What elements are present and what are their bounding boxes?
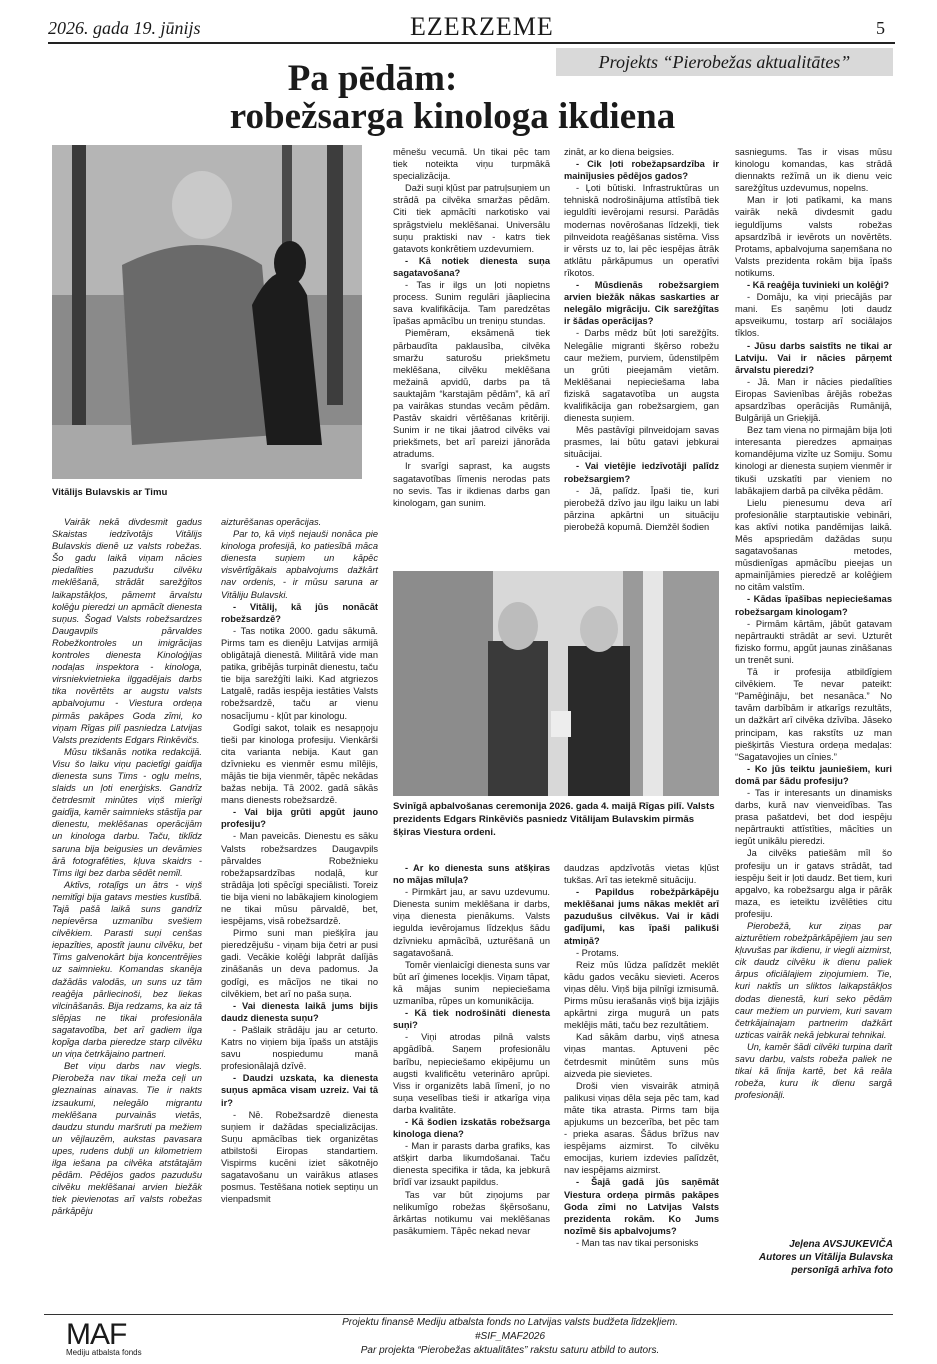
interview-question: - Mūsdienās robežsargiem arvien biežāk nākas saskarties ar nelegālo migrāciju. Cik sarežģītas ir šādas operācijas? [564, 280, 719, 327]
article-paragraph: Ir svarīgi saprast, ka augsts sagatavotības līmenis nerodas pats no sevis. Tas ir ikdienas darbs gan kinologam, gan sunim. [393, 461, 550, 508]
article-paragraph: Tā ir profesija atbildīgiem cilvēkiem. Te nevar pateikt: “Pamēģināju, bet nesanāca.” No tavām darbībām ir atkarīgs rezultāts, un dažkārt arī cilvēka dzīvība. Jāseko principam, kas rakstīts uz man piešķirtās Viestura ordeņa medaļas: “Sagatavojies un cīnies.” [735, 667, 892, 762]
article-paragraph: sasniegums. Tas ir visas mūsu kinologu komandas, kas strādā diennakts režīmā un ik dienu veic sarežģītus uzdevumus, nopelns. [735, 147, 892, 194]
photo-caption-1: Vitālijs Bulavskis ar Timu [52, 487, 168, 498]
article-paragraph: Par to, kā viņš nejauši nonāca pie kinologa profesijā, ko patiesībā māca dienesta suņiem un kāpēc visvērtīgākais apbalvojums dažkārt nav ordenis, - ir mūsu saruna ar Vitāliju Bulavski. [221, 529, 378, 600]
article-paragraph: Aktīvs, rotaļīgs un ātrs - viņš nemitīgi bija gatavs mesties kustībā. Tajā pašā laikā suns gandrīz nepievērsa uzmanību svešiem cilvēkiem. Parasti suņi cenšas iepazīties, apostīt jaunu cilvēku, bet Tims galvenokārt bija koncentrējies uz saimnieku. Komandas skanēja dažādās valodās, un suns uz tām reaģēja pārliecinoši, bez liekas vilcināšanās. Bija redzams, ka aiz tā slēpjas ne tikai profesionāla sagatavotība, bet arī gadiem ilga kopīga darba pieredze starp cilvēku un viņa četrkājaino partneri. [52, 879, 202, 1060]
article-paragraph: - Jā. Man ir nācies piedalīties Eiropas Savienības ārējās robežas apsardzības operācijās Rumānijā, Bulgārijā un Grieķijā. [735, 376, 892, 424]
interview-question: - Daudzi uzskata, ka dienesta suņus apmāca visam uzreiz. Vai tā ir? [221, 1073, 378, 1108]
article-paragraph: - Man ir parasts darba grafiks, kas atšķirt darba likumdošanai. Taču dienesta specifika ir tāda, ka jebkurā brīdī var izsaukt papildus. [393, 1141, 550, 1188]
article-column-3-top [393, 146, 550, 509]
article-column-3-bottom [393, 862, 550, 1237]
interview-question: - Vai vietējie iedzīvotāji palīdz robežsargiem? [564, 461, 719, 484]
interview-question: - Vitālij, kā jūs nonācāt robežsardzē? [221, 601, 378, 624]
article-paragraph: Man ir ļoti patīkami, ka mans vairāk nekā divdesmit gadu ieguldījums valsts robežas apsardzībā ir ievērots un novērtēts. Protams, apbalvojuma saņemšana no Valsts prezidenta rokām bija īpašs notikums. [735, 195, 892, 278]
article-paragraph: Tas var būt ziņojums par nelikumīgo robežas šķērsošanu, ārkārtas notikumu vai meklēšanas pasākumiem. Tāpēc nekad nevar [393, 1189, 550, 1236]
article-paragraph: Piemēram, eksāmenā tiek pārbaudīta paklausība, cilvēka smaržu saturošu priekšmetu meklēšana, cilvēku meklēšana mežainā apvidū, darbs pa tā sauktajām “karstajām pēdām”, kā arī pa vairākas stundas vecām pēdām. Pastāv skaidri vērtēšanas kritēriji. Sunim ir ne tikai jāatrod cilvēks vai priekšmets, bet arī pareizi jānorāda atradums. [393, 328, 550, 460]
interview-question: - Vai bija grūti apgūt jauno profesiju? [221, 807, 378, 830]
article-paragraph: - Jā, palīdz. Īpaši tie, kuri pierobežā dzīvo jau ilgu laiku un labi pārzina apkārtni un situāciju pierobežā kopumā. Diemžēl šodien [564, 485, 719, 532]
author-name: Jeļena AVSJUKEVIČA [789, 1239, 893, 1250]
headline-line2: robežsarga kinologa ikdiena [229, 96, 676, 137]
article-paragraph: Droši vien visvairāk atmiņā palikusi viņas dēla seja pēc tam, kad māte tika atrasta. Pirms tam bija apjukums un bezcerība, bet pēc tam - prieka asaras. Šādus brīžus nav iespējams aizmirst. To cilvēku emocijas, kuriem izdevies palīdzēt, nav iespējams aizmirst. [564, 1080, 719, 1176]
article-paragraph: Reiz mūs lūdza palīdzēt meklēt kādu gados vecāku sievieti. Aceros viņas dēlu. Viņš bija pilnīgi izmisumā. Pirms mūsu ierašanās viņš bija izjājis apkārtni zirga mugurā un pats meklējis māti, taču bez rezultātiem. [564, 959, 719, 1031]
interview-question: - Cik ļoti robežapsardzība ir mainījusies pēdējos gados? [564, 159, 719, 182]
maf-logo-mark: MAF [66, 1318, 127, 1351]
article-paragraph: Ja cilvēks patiešām mīl šo profesiju un ir gatavs strādāt, tad iespēju šeit ir ļoti daudz. Bet tiem, kuri apgalvo, ka robežsargu alga ir pārāk maza, es ieteiktu izvēlēties citu profesiju. [735, 848, 892, 919]
article-paragraph: - Ļoti būtiski. Infrastruktūras un tehniskā nodrošinājuma attīstībā tiek ieguldīti ievērojami resursi. Parādās modernas novērošanas līdzekļi, tiek pilnveidota reaģēšanas sistēma. Viss ir vērsts uz to, lai pēc iespējas ātrāk atklātu pārkāpumus un operatīvi rīkotos. [564, 183, 719, 278]
article-paragraph: daudzas apdzīvotās vietas kļūst tukšas. Arī tas ietekmē situāciju. [564, 863, 719, 886]
interview-question: - Šajā gadā jūs saņēmāt Viestura ordeņa pirmās pakāpes Goda zīmi no Latvijas Valsts prezidenta rokām. Ko Jums nozīmē šis apbalvojums? [564, 1177, 719, 1236]
article-paragraph: - Tas ir ilgs un ļoti nopietns process. Sunim regulāri jāapliecina sava kvalifikācija. Tam paredzētas īpašas apmācību un treniņu stundas. [393, 280, 550, 327]
article-paragraph: - Man paveicās. Dienestu es sāku Valsts robežsardzes Daugavpils pārvaldes Robežnieku robežapsardzības nodaļā, kur strādāja ļoti spēcīgi speciālisti. Toreiz tie bija vieni no labākajiem kinologiem ne tikai mūsu pārvaldē, bet, iespējams, visā robežsardzē. [221, 831, 378, 927]
article-paragraph: Pirmo suni man piešķīra jau pieredzējušu - viņam bija četri ar pusi gadi. Vecākie kolēģi labprāt dalījās zināšanās un deva padomus. Ja godīgi, es mācījos ne tikai no cilvēkiem, bet arī no paša suņa. [221, 928, 378, 999]
newspaper-name: EZERZEME [410, 12, 554, 41]
interview-question: - Kā notiek dienesta suņa sagatavošana? [393, 255, 550, 278]
article-paragraph: Tomēr vienlaicīgi dienesta suns var būt arī ģimenes locekļis. Viņam tāpat, kā mājas sunim nepieciešama uzmanība, rūpes un komunikācija. [393, 959, 550, 1007]
article-paragraph: Vairāk nekā divdesmit gadus Skaistas iedzīvotājs Vitālijs Bulavskis dienē uz valsts robežas. Šo gadu laikā viņam nācies piedalīties pazudušu cilvēku meklēšanā, strādāt sarežģītos laikapstākļos, pāmemt ārvalstu kolēģu pieredzi un apmācīt dienesta suņus. Šogad Valsts robežsardzes Daugavpils pārvaldes Robežkontroles un imigrācijas kontroles dienesta Kinoloģijas nodaļas inspektora - kinologa, virsniekvietnieka ilggadējais darbs tika novērtēts ar augstu valsts apbalvojumu - Viestura ordeņa pirmās pakāpes Goda zīmi, ko viņam Rīgas pilī pasniedza Latvijas Valsts prezidents Edgars Rinkēvičs. [52, 517, 202, 745]
article-paragraph: Daži suņi kļūst par patruļsuņiem un strādā pa cilvēka smaržas pēdām. Citi tiek apmācīti narkotisko vai sprāgstvielu meklēšanai. Universālu suņu praktiski nav - katrs tiek gatavots konkrētiem uzdevumiem. [393, 183, 550, 254]
article-paragraph: Kad sākām darbu, viņš atnesa viņas mantas. Aptuveni pēc četrdesmit minūtēm suns mūs aizveda pie sievietes. [564, 1032, 719, 1079]
article-paragraph: Bez tam viena no pirmajām bija ļoti interesanta pieredzes apmaiņas komandējuma vizīte uz Somiju. Somu kinologi ar dienesta suņiem vienmēr ir tikuši uzskatīti par vieniem no labākajiem darbā pa cilvēka pēdām. [735, 425, 892, 496]
article-paragraph: - Pirmām kārtām, jābūt gatavam nepārtraukti strādāt ar sevi. Uzturēt fizisko formu, apgūt jaunas zināšanas un trenēt suni. [735, 618, 892, 665]
project-banner: Projekts “Pierobežas aktualitātes” [556, 48, 893, 76]
article-column-2 [221, 516, 378, 1205]
article-paragraph: aizturēšanas operācijas. [221, 517, 322, 527]
article-column-5 [735, 146, 892, 1101]
article-column-4-top [564, 146, 719, 533]
article-paragraph: Godīgi sakot, tolaik es nesapņoju tieši par kinologa profesiju. Vienkārši cita varianta nebija. Kaut gan dzīvnieku es vienmēr esmu mīlējis, mājās tie bija vienmēr, tāpēc nekādas bažas nebija. Tā 2002. gadā sākās mans dienests robežsardzē. [221, 722, 378, 806]
photo-award-ceremony [393, 571, 719, 796]
article-paragraph: - Pirmkārt jau, ar savu uzdevumu. Dienesta sunim meklēšana ir darbs, viņa dienesta pienākums. Valsts iegulda ievērojamus līdzekļus šādu dzīvnieku apmācībā, uzturēšanā un sagatavošanā. [393, 887, 550, 958]
maf-logo [66, 1320, 142, 1357]
article-paragraph: Bet viņu darbs nav viegls. Pierobeža nav tikai meža ceļi un gleznainas ainavas. Tie ir nakts izsaukumi, nelegālo migrantu meklēšana purvainās vietās, daudzu stundu maršruti pa mežiem un vējlauzēm, aukstas pavasara upes, rudens dubļi un kilometriem ilga iešana pa cilvēka atstātajām pēdām. Pēdējos gados pazudušu cilvēku meklēšanai arvien biežāk tiek pievienotas arī valsts robežas pārkāpēju [52, 1061, 202, 1217]
author-signature [733, 1238, 893, 1277]
interview-question: - Papildus robežpārkāpēju meklēšanai jums nākas meklēt arī pazudušus cilvēkus. Vai ir kādi gadījumi, kas īpaši palikuši atmiņā? [564, 887, 719, 946]
maf-logo-subtitle: Mediju atbalsta fonds [66, 1348, 142, 1357]
headline-line1: Pa pēdām: [287, 58, 458, 99]
footer-funding-note [250, 1316, 770, 1358]
interview-question: - Kā tiek nodrošināti dienesta suņi? [393, 1008, 550, 1031]
article-column-4-bottom [564, 862, 719, 1249]
article-paragraph: - Darbs mēdz būt ļoti sarežģīts. Nelegālie migranti šķērso robežu caur mežiem, purviem, ūdenstilpēm un grūti pieejamām vietām. Meklēšanai nepieciešama laba fiziskā sagatavotība un augsta kvalifikācija gan robežsargiem, gan dienesta suņiem. [564, 328, 719, 424]
photo-kinologist-with-dog [52, 145, 362, 479]
interview-question: - Kādas īpašības nepieciešamas robežsargam kinologam? [735, 594, 892, 617]
issue-date: 2026. gada 19. jūnijs [48, 18, 201, 38]
article-paragraph: Mēs pastāvīgi pilnveidojam savas prasmes, lai būtu gatavi jebkurai situācijai. [564, 425, 719, 460]
article-paragraph: - Pašlaik strādāju jau ar ceturto. Katrs no viņiem bija īpašs un atstājis savu nospiedumu manā profesionālajā dzīvē. [221, 1024, 378, 1072]
footer-line-1: Projektu finansē Mediju atbalsta fonds no Latvijas valsts budžeta līdzekļiem. [342, 1317, 678, 1328]
interview-question: - Jūsu darbs saistīts ne tikai ar Latviju. Vai ir nācies pārņemt ārvalstu pieredzi? [735, 340, 892, 375]
article-paragraph: Lielu pienesumu deva arī profesionālie starptautiskie vebināri, kas aktīvi notika pandēmijas laikā. Mēs apspriedām dažādas suņu sagatavošanas metodes, mūsdienīgas apmācību pieejas un apmainījāmies pieredzē ar kolēģiem no citām valstīm. [735, 497, 892, 593]
interview-question: - Kā reaģēja tuvinieki un kolēģi? [747, 280, 890, 291]
footer-rule [44, 1314, 893, 1315]
article-paragraph: - Protams. [576, 947, 619, 958]
article-column-1 [52, 516, 202, 1217]
photo-credit: Autores un Vitālija Bulavska personīgā arhīva foto [758, 1252, 893, 1276]
article-paragraph: - Man tas nav tikai personisks [576, 1237, 699, 1248]
interview-question: - Ko jūs teiktu jauniešiem, kuri domā par šādu profesiju? [735, 763, 892, 786]
header-rule [48, 42, 895, 44]
footer-line-2: #SIF_MAF2026 [474, 1331, 546, 1342]
article-paragraph: zināt, ar ko diena beigsies. [564, 147, 675, 157]
photo-caption-2: Svinīgā apbalvošanas ceremonija 2026. gada 4. maijā Rīgas pilī. Valsts prezidents Edgars Rinkēvičs pasniedz Vitālijam Bulavskim pirmās šķiras Viestura ordeni. [393, 801, 715, 838]
interview-question: - Ar ko dienesta suns atšķiras no mājas mīluļa? [393, 863, 550, 886]
footer-line-3: Par projekta “Pierobežas aktualitātes” rakstu saturu atbild to autors. [360, 1345, 660, 1356]
article-paragraph: Mūsu tikšanās notika redakcijā. Visu šo laiku viņu pacietīgi gaidīja dienesta suns Tims - ogļu melns, slaids un ļoti enerģisks. Gandrīz četrdesmit minūtes viņš mierīgi gaidīja, kamēr saimnieks stāstīja par dienestu, meklēšanas operācijām un kinologa darbu. Taču, tiklīdz saruna bija beigusies un devāmies ārā fotografēties, kļuva skaidrs - Tims ilgi bez darba sēdēt nemīl. [52, 746, 202, 878]
page-number: 5 [876, 18, 885, 38]
article-paragraph: - Nē. Robežsardzē dienesta suņiem ir dažādas specializācijas. Suņu apmācības tiek organizētas atbilstoši Eiropas standartiem. Vispirms kucēni iziet sākotnējo sagatavošanu un vairākus atlases posmus. Testēšana notiek septiņu un vienpadsmit [221, 1109, 378, 1205]
article-paragraph: Pierobežā, kur ziņas par aizturētiem robežpārkāpējiem jau sen kļuvušas par ikdienu, ir viegli aizmirst, cik daudz cilvēku ik dienu paliek ārpus oficiālajiem ziņojumiem. Tie, kuri naktīs un sliktos laikapstākļos dodas dienestā, kuri seko pēdām caur mežiem un purviem, kuri savam četrkājainajam partnerim dažkārt uzticas vairāk nekā jebkurai tehnikai. [735, 921, 892, 1040]
article-paragraph: - Tas notika 2000. gadu sākumā. Pirms tam es dienēju Latvijas armijā obligātajā dienestā. Militārā vide man patika, gribējās turpināt dienestu, taču tie bija sarežģīti laiki. Kad atgriezos Latgalē, radās iespēja iestāties Valsts robežsardzē, taču ar vienu nosacījumu - kļūt par kinologu. [221, 625, 378, 721]
article-paragraph: - Viņi atrodas pilnā valsts apgādībā. Saņem profesionālu barību, nepieciešamo ekipējumu un augsti kvalificētu veterināro aprūpi. Viss ir organizēts labā līmenī, jo no suņa veselības tieši ir atkarīga viņa darba kvalitāte. [393, 1032, 550, 1115]
article-paragraph: mēnešu vecumā. Un tikai pēc tam tiek noteikta viņu turpmākā specializācija. [393, 147, 550, 182]
interview-question: - Vai dienesta laikā jums bijis daudz dienesta suņu? [221, 1000, 378, 1023]
article-paragraph: Un, kamēr šādi cilvēki turpina darīt savu darbu, valsts robeža paliek ne tikai kā līnija kartē, bet kā reāla robeža, kuru ik dienu sargā profesionāļi. [735, 1041, 892, 1101]
article-paragraph: - Domāju, ka viņi priecājās par mani. Es saņēmu ļoti daudz apsveikumu, tostarp arī sociālajos tīklos. [735, 292, 892, 339]
article-paragraph: - Tas ir interesants un dinamisks darbs, kurā nav vienveidības. Tas prasa pašatdevi, bet dod iespēju nepārtraukti attīstīties, mācīties un iegūt unikālu pieredzi. [735, 787, 892, 847]
interview-question: - Kā šodien izskatās robežsarga kinologa diena? [393, 1116, 550, 1140]
